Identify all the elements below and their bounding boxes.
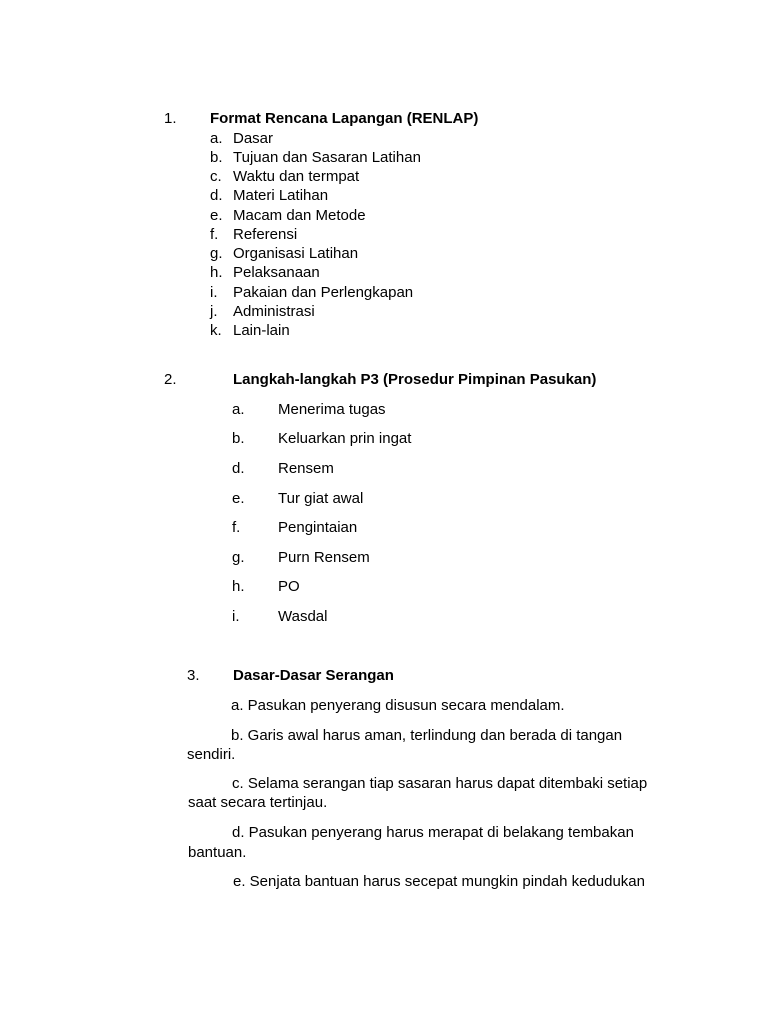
list-item-text: Macam dan Metode [233,207,366,224]
list-marker: d. [232,460,245,477]
paragraph-continuation: sendiri. [187,746,236,763]
paragraph-first-line: c. Selama serangan tiap sasaran harus dapat ditembaki setiap [232,775,648,792]
list-item-text: Dasar [233,130,274,147]
list-marker: a. [210,130,223,147]
paragraph-first-line: b. Garis awal harus aman, terlindung dan berada di tangan [231,727,623,744]
list-item-text: Pelaksanaan [233,264,320,281]
list-item-text: Menerima tugas [278,401,386,418]
section-3-number: 3. [187,667,200,684]
list-marker: g. [210,245,223,262]
list-marker: d. [210,187,223,204]
list-item-text: Rensem [278,460,334,477]
list-item-text: Tur giat awal [278,490,364,507]
list-marker: e. [232,490,245,507]
list-marker: i. [232,608,240,625]
list-item-text: Administrasi [233,303,315,320]
list-marker: c. [210,168,222,185]
list-marker: a. [232,401,245,418]
list-item-text: Materi Latihan [233,187,329,204]
list-marker: i. [210,284,218,301]
list-marker: f. [210,226,219,243]
section-1-number: 1. [164,110,177,127]
list-item-text: PO [278,578,300,595]
list-item-text: Keluarkan prin ingat [278,430,412,447]
list-marker: k. [210,322,222,339]
list-marker: b. [232,430,245,447]
paragraph-continuation: saat secara tertinjau. [188,794,328,811]
section-2-number: 2. [164,371,177,388]
list-item-text: Purn Rensem [278,549,370,566]
paragraph-first-line: a. Pasukan penyerang disusun secara mendalam. [231,697,565,714]
section-3-title: Dasar-Dasar Serangan [233,667,394,684]
list-marker: b. [210,149,223,166]
list-marker: f. [232,519,241,536]
list-item-text: Pakaian dan Perlengkapan [233,284,414,301]
list-marker: e. [210,207,223,224]
section-2-title: Langkah-langkah P3 (Prosedur Pimpinan Pasukan) [233,371,597,388]
list-item-text: Referensi [233,226,298,243]
list-item-text: Tujuan dan Sasaran Latihan [233,149,421,166]
list-marker: h. [210,264,223,281]
list-item-text: Waktu dan termpat [233,168,360,185]
paragraph-first-line: e. Senjata bantuan harus secepat mungkin pindah kedudukan [233,873,645,890]
section-1-title: Format Rencana Lapangan (RENLAP) [210,110,479,127]
list-marker: g. [232,549,245,566]
paragraph-first-line: d. Pasukan penyerang harus merapat di belakang tembakan [232,824,634,841]
list-item-text: Lain-lain [233,322,290,339]
list-marker: j. [210,303,218,320]
list-marker: h. [232,578,245,595]
list-item-text: Wasdal [278,608,328,625]
list-item-text: Pengintaian [278,519,358,536]
paragraph-continuation: bantuan. [188,844,247,861]
list-item-text: Organisasi Latihan [233,245,359,262]
